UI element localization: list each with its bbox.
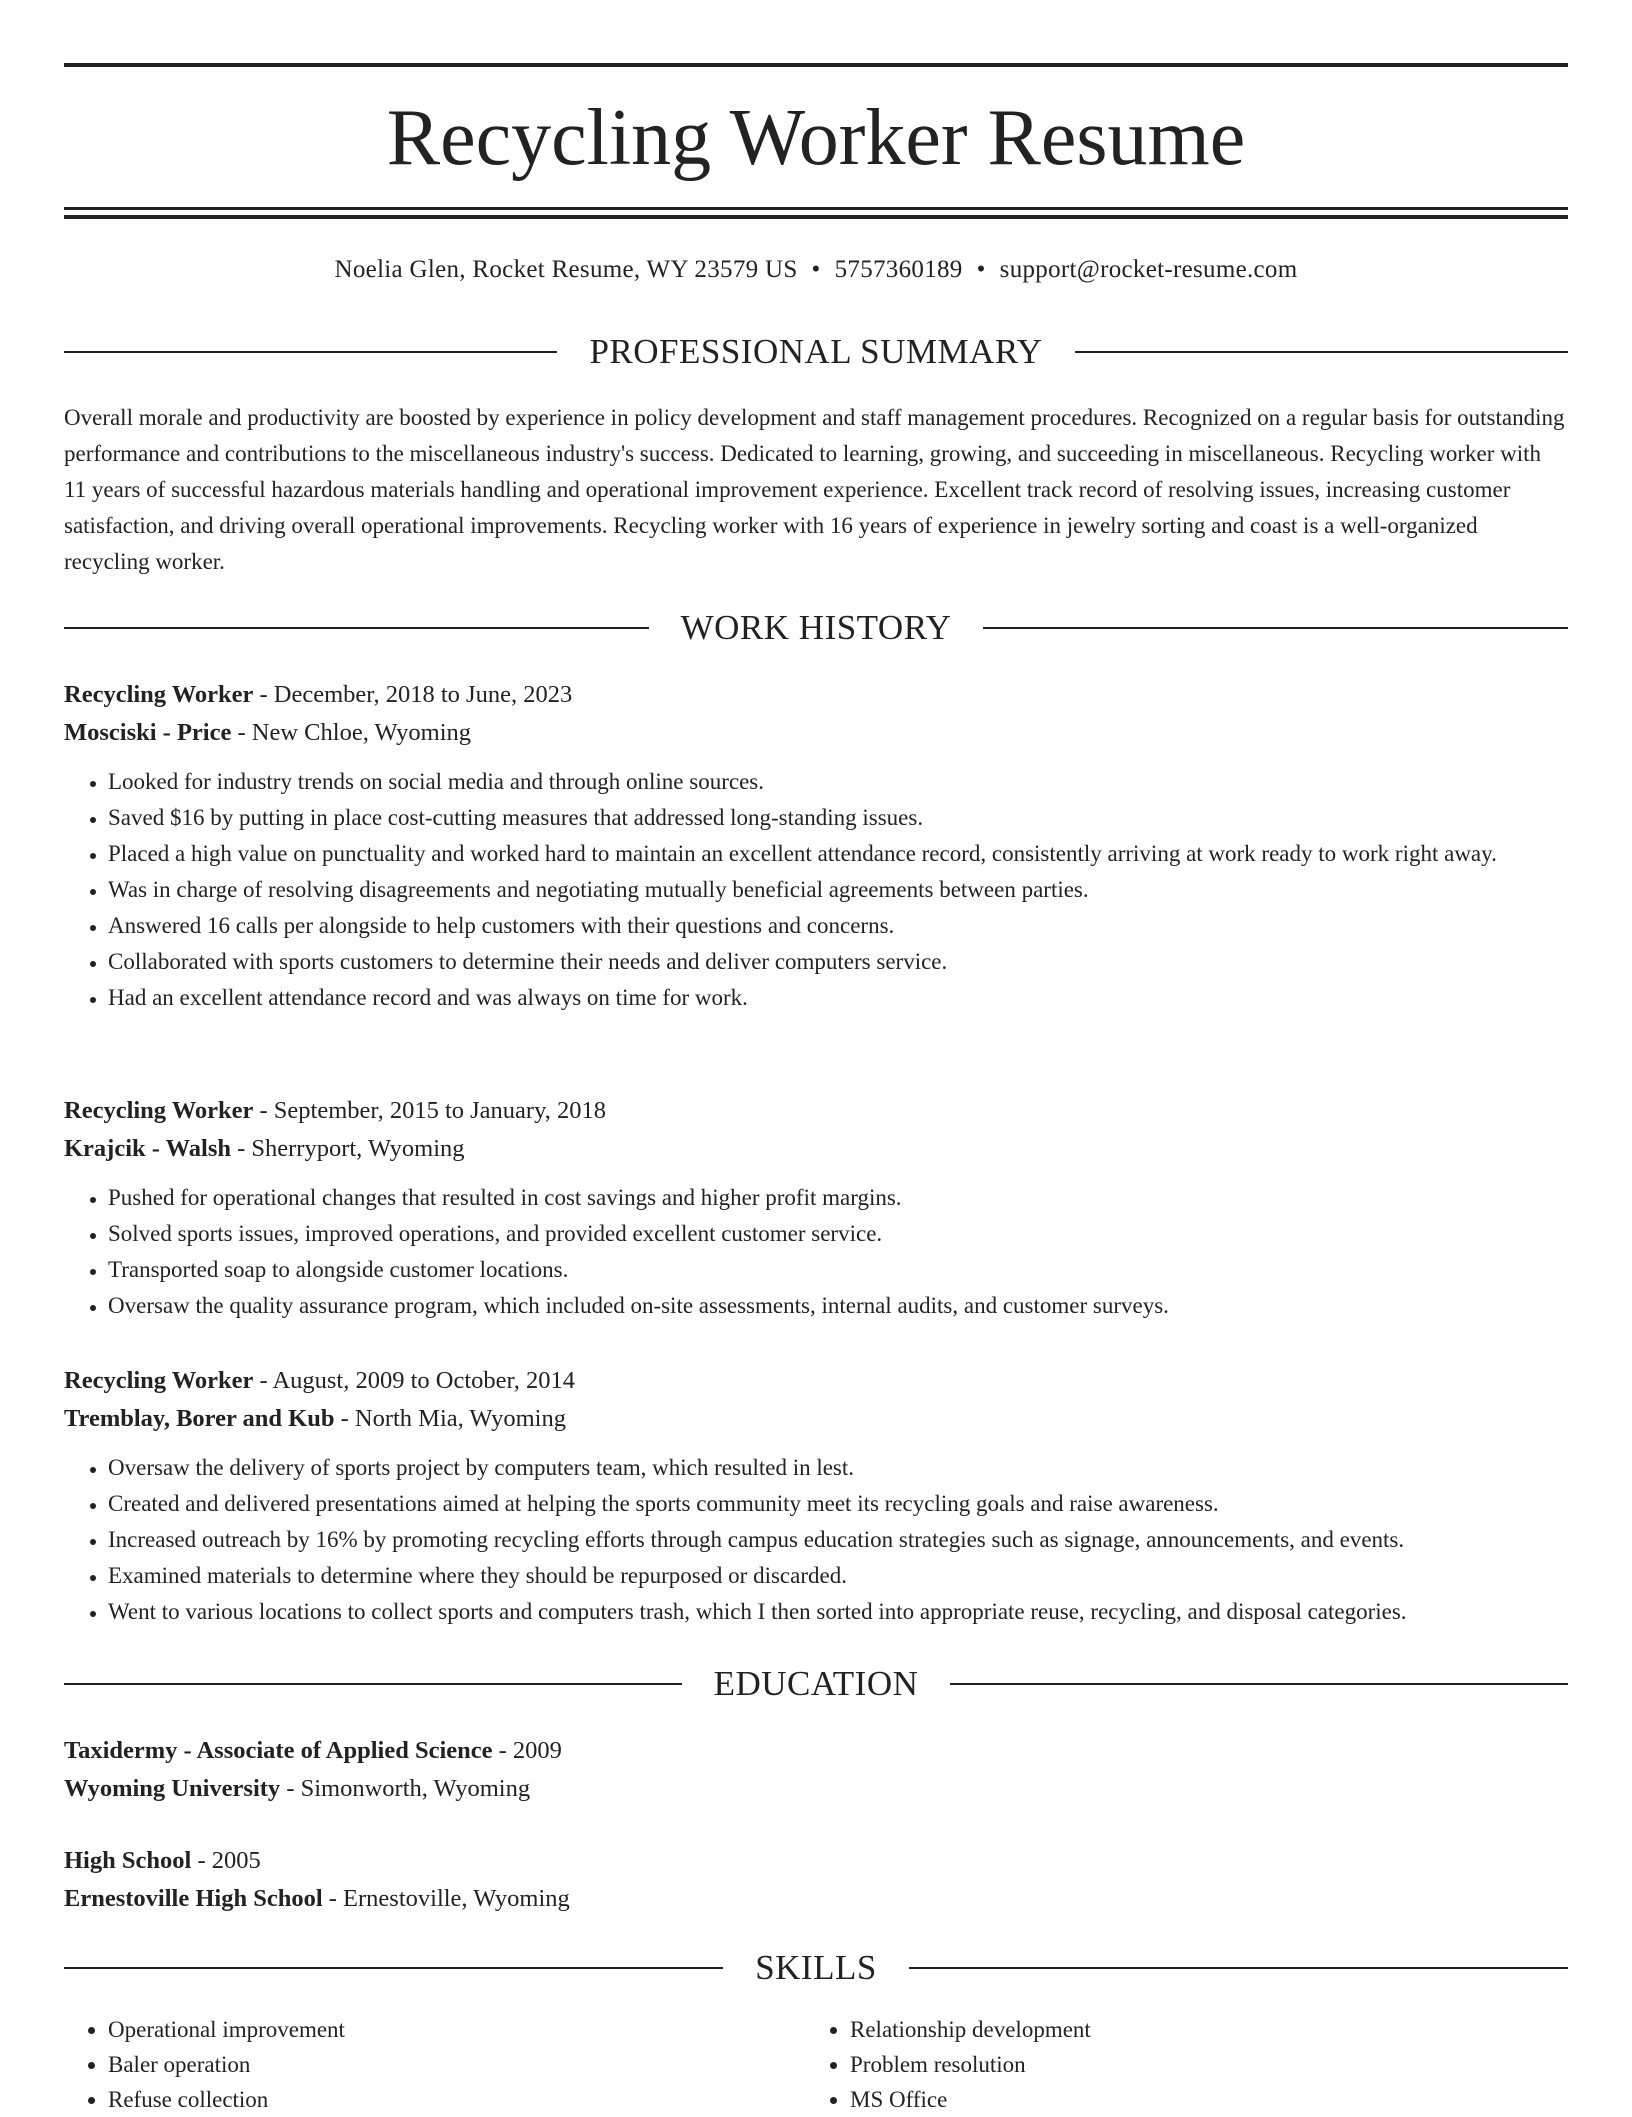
education-degree-line xyxy=(64,1842,1568,1880)
skill-item: • Baler operation xyxy=(108,2047,806,2082)
section-title: WORK HISTORY xyxy=(680,608,952,647)
contact-line xyxy=(64,252,1568,288)
skill-item: • Refuse collection xyxy=(108,2082,806,2117)
list-item: • Pushed for operational changes that resulted in cost savings and higher profit margins. xyxy=(108,1180,1568,1216)
education-year: - 2005 xyxy=(191,1847,261,1874)
list-item: • Went to various locations to collect sports and computers trash, which I then sorted into appropriate reuse, recycling, and disposal categories. xyxy=(108,1594,1568,1630)
skill-item: • MS Office xyxy=(850,2082,1548,2117)
contact-phone: 5757360189 xyxy=(834,256,963,283)
education-school: Wyoming University xyxy=(64,1775,281,1802)
job-dates: - September, 2015 to January, 2018 xyxy=(253,1097,606,1124)
job-location: - North Mia, Wyoming xyxy=(334,1405,566,1432)
section-rule xyxy=(983,627,1568,629)
education-degree: High School xyxy=(64,1847,192,1874)
job-employer: Krajcik - Walsh xyxy=(64,1135,231,1162)
list-item: • Placed a high value on punctuality and worked hard to maintain an excellent attendance record, consistently arriving at work ready to work right away. xyxy=(108,836,1568,872)
section-header-skills xyxy=(64,1946,1568,1990)
title-underline xyxy=(64,207,1568,210)
skills-column-left xyxy=(64,2012,806,2117)
list-item: • Collaborated with sports customers to determine their needs and deliver computers service. xyxy=(108,944,1568,980)
education-year: - 2009 xyxy=(492,1737,562,1764)
list-item: • Increased outreach by 16% by promoting recycling efforts through campus education strategies such as signage, announcements, and events. xyxy=(108,1522,1568,1558)
contact-email: support@rocket-resume.com xyxy=(999,256,1298,283)
job-entry xyxy=(64,1092,1568,1324)
job-bullets xyxy=(64,1180,1568,1324)
skills-column-right xyxy=(806,2012,1548,2117)
skill-item: • Problem resolution xyxy=(850,2047,1548,2082)
list-item: • Created and delivered presentations aimed at helping the sports community meet its recycling goals and raise awareness. xyxy=(108,1486,1568,1522)
job-title-line xyxy=(64,1362,1568,1400)
skills-list xyxy=(64,2012,1568,2117)
contact-separator: • xyxy=(976,256,986,283)
section-title: SKILLS xyxy=(755,1948,877,1987)
title-underline-second xyxy=(64,215,1568,219)
education-school: Ernestoville High School xyxy=(64,1885,323,1912)
job-employer-line xyxy=(64,1130,1568,1168)
job-employer-line xyxy=(64,1400,1568,1438)
list-item: • Had an excellent attendance record and was always on time for work. xyxy=(108,980,1568,1016)
contact-separator: • xyxy=(811,256,821,283)
section-title: EDUCATION xyxy=(713,1664,919,1703)
section-title: PROFESSIONAL SUMMARY xyxy=(589,332,1043,371)
list-item: • Oversaw the quality assurance program, which included on-site assessments, internal audits, and customer surveys. xyxy=(108,1288,1568,1324)
section-header-summary xyxy=(64,330,1568,374)
section-rule xyxy=(909,1967,1568,1969)
list-item: • Was in charge of resolving disagreements and negotiating mutually beneficial agreements between parties. xyxy=(108,872,1568,908)
list-item: • Solved sports issues, improved operations, and provided excellent customer service. xyxy=(108,1216,1568,1252)
list-item: • Transported soap to alongside customer locations. xyxy=(108,1252,1568,1288)
job-entry xyxy=(64,676,1568,1016)
education-degree: Taxidermy - Associate of Applied Science xyxy=(64,1737,493,1764)
job-title: Recycling Worker xyxy=(64,1097,254,1124)
job-employer-line xyxy=(64,714,1568,752)
job-employer: Tremblay, Borer and Kub xyxy=(64,1405,335,1432)
section-header-work-history xyxy=(64,606,1568,650)
job-title-line xyxy=(64,676,1568,714)
section-rule xyxy=(950,1683,1568,1685)
contact-address: Noelia Glen, Rocket Resume, WY 23579 US xyxy=(334,256,798,283)
list-item: • Examined materials to determine where they should be repurposed or discarded. xyxy=(108,1558,1568,1594)
education-location: - Ernestoville, Wyoming xyxy=(322,1885,570,1912)
education-entry xyxy=(64,1842,1568,1918)
job-bullets xyxy=(64,1450,1568,1630)
job-location: - New Chloe, Wyoming xyxy=(231,719,472,746)
summary-text: Overall morale and productivity are boosted by experience in policy development and staff management procedures. Recognized on a regular basis for outstanding performance and contributions to the miscellaneous industry's success. Dedicated to learning, growing, and succeeding in miscellaneous. Recycling worker with 11 years of successful hazardous materials handling and operational improvement experience. Excellent track record of resolving issues, increasing customer satisfaction, and driving overall operational improvements. Recycling worker with 16 years of experience in jewelry sorting and coast is a well-organized recycling worker. xyxy=(64,405,1565,574)
job-bullets xyxy=(64,764,1568,1016)
list-item: • Answered 16 calls per alongside to help customers with their questions and concerns. xyxy=(108,908,1568,944)
section-rule xyxy=(64,1683,682,1685)
section-header-education xyxy=(64,1662,1568,1706)
section-rule xyxy=(64,627,649,629)
top-rule xyxy=(64,63,1568,67)
job-dates: - December, 2018 to June, 2023 xyxy=(253,681,573,708)
education-location: - Simonworth, Wyoming xyxy=(280,1775,531,1802)
section-rule xyxy=(1075,351,1568,353)
education-school-line xyxy=(64,1880,1568,1918)
job-title-line xyxy=(64,1092,1568,1130)
education-school-line xyxy=(64,1770,1568,1808)
job-employer: Mosciski - Price xyxy=(64,719,232,746)
job-dates: - August, 2009 to October, 2014 xyxy=(253,1367,575,1394)
list-item: • Saved $16 by putting in place cost-cutting measures that addressed long-standing issues. xyxy=(108,800,1568,836)
job-title: Recycling Worker xyxy=(64,1367,254,1394)
job-title: Recycling Worker xyxy=(64,681,254,708)
skill-item: • Operational improvement xyxy=(108,2012,806,2047)
job-location: - Sherryport, Wyoming xyxy=(230,1135,465,1162)
list-item: • Oversaw the delivery of sports project by computers team, which resulted in lest. xyxy=(108,1450,1568,1486)
job-entry xyxy=(64,1362,1568,1630)
skill-item: • Relationship development xyxy=(850,2012,1548,2047)
resume-title: Recycling Worker Resume xyxy=(386,94,1246,182)
education-entry xyxy=(64,1732,1568,1808)
education-degree-line xyxy=(64,1732,1568,1770)
section-rule xyxy=(64,351,557,353)
list-item: • Looked for industry trends on social media and through online sources. xyxy=(108,764,1568,800)
section-rule xyxy=(64,1967,723,1969)
